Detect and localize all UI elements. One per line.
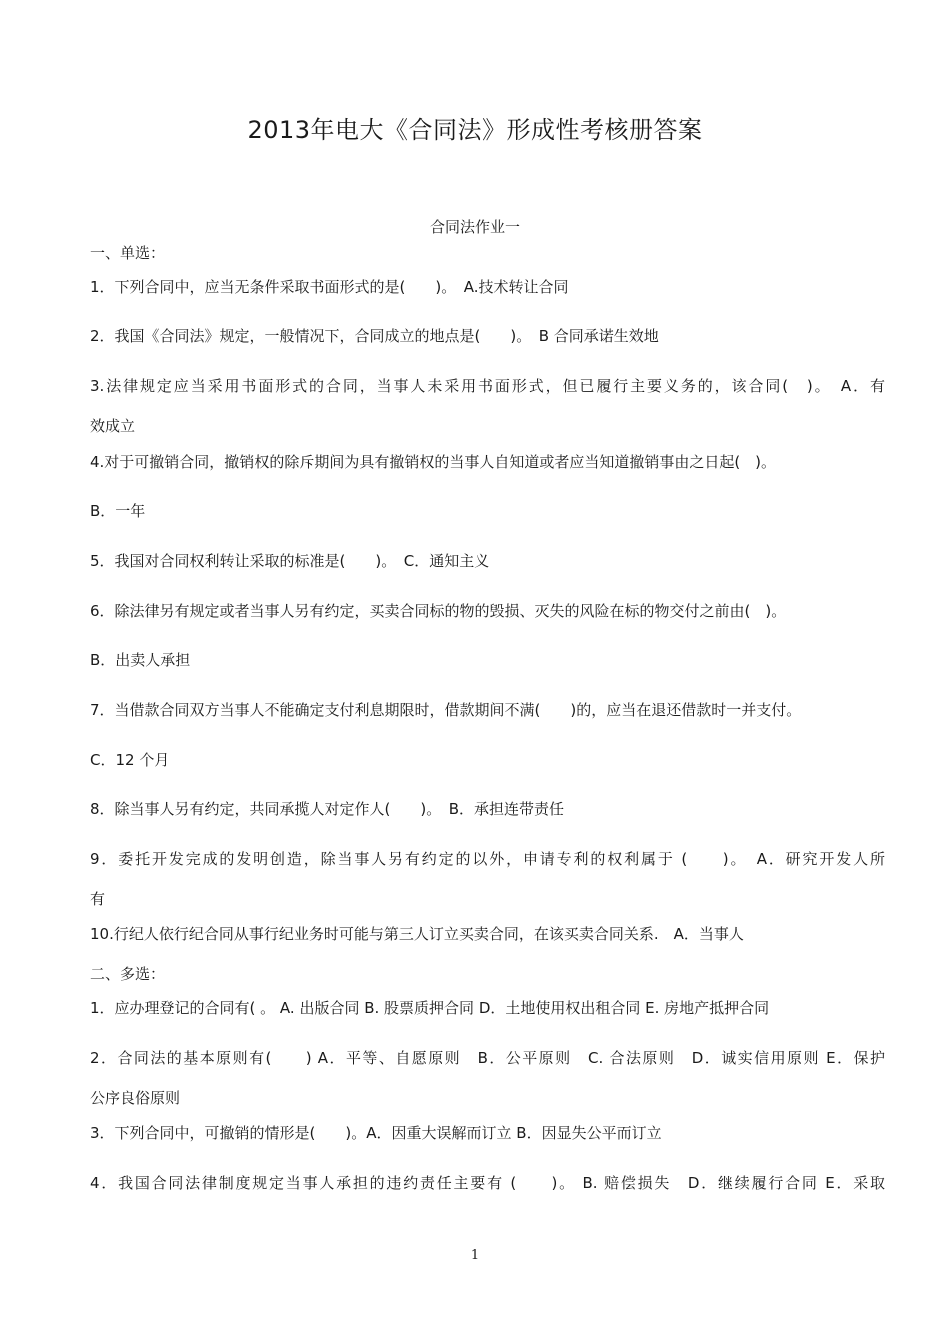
answer-line: B．出卖人承担: [90, 651, 191, 669]
answer-line: B．一年: [90, 502, 146, 520]
question-line-continuation: 有: [90, 890, 106, 908]
part1-heading: 一、单选：: [90, 244, 166, 262]
question-line: 3.法律规定应当采用书面形式的合同，当事人未采用书面形式，但已履行主要义务的，该合同( )。 A．有: [90, 377, 885, 395]
question-line: 2．合同法的基本原则有( ) A．平等、自愿原则 B．公平原则 C. 合法原则 D．诚实信用原则 E．保护: [90, 1049, 885, 1067]
question-line-continuation: 公序良俗原则: [90, 1089, 181, 1107]
question-line: 8．除当事人另有约定，共同承揽人对定作人( )。 B．承担连带责任: [90, 800, 565, 818]
question-line: 1．应办理登记的合同有( 。 A. 出版合同 B. 股票质押合同 D．土地使用权出租合同 E. 房地产抵押合同: [90, 999, 770, 1017]
question-line: 2．我国《合同法》规定，一般情况下，合同成立的地点是( )。 B 合同承诺生效地: [90, 327, 659, 345]
question-line: 6．除法律另有规定或者当事人另有约定，买卖合同标的物的毁损、灭失的风险在标的物交付之前由( )。: [90, 602, 787, 620]
page-number: 1: [470, 1248, 480, 1263]
section-heading: 合同法作业一: [429, 218, 520, 236]
question-line: 1．下列合同中，应当无条件采取书面形式的是( )。 A.技术转让合同: [90, 278, 569, 296]
document-title: 2013年电大《合同法》形成性考核册答案: [247, 116, 703, 144]
question-line: 4.对于可撤销合同，撤销权的除斥期间为具有撤销权的当事人自知道或者应当知道撤销事由之日起( )。: [90, 453, 777, 471]
question-line: 9．委托开发完成的发明创造，除当事人另有约定的以外，申请专利的权利属于 ( )。 A．研究开发人所: [90, 850, 885, 868]
question-line-continuation: 效成立: [90, 417, 136, 435]
answer-line: C．12 个月: [90, 751, 170, 769]
question-line: 7．当借款合同双方当事人不能确定支付利息期限时，借款期间不满( )的，应当在退还借款时一并支付。: [90, 701, 802, 719]
question-line: 4．我国合同法律制度规定当事人承担的违约责任主要有 ( )。 B. 赔偿损失 D．继续履行合同 E．采取: [90, 1174, 885, 1192]
part2-heading: 二、多选：: [90, 965, 166, 983]
question-line: 10.行纪人依行纪合同从事行纪业务时可能与第三人订立买卖合同，在该买卖合同关系. A．当事人: [90, 925, 744, 943]
question-line: 3．下列合同中，可撤销的情形是( )。A．因重大误解而订立 B．因显失公平而订立: [90, 1124, 662, 1142]
question-line: 5．我国对合同权利转让采取的标准是( )。 C．通知主义: [90, 552, 490, 570]
